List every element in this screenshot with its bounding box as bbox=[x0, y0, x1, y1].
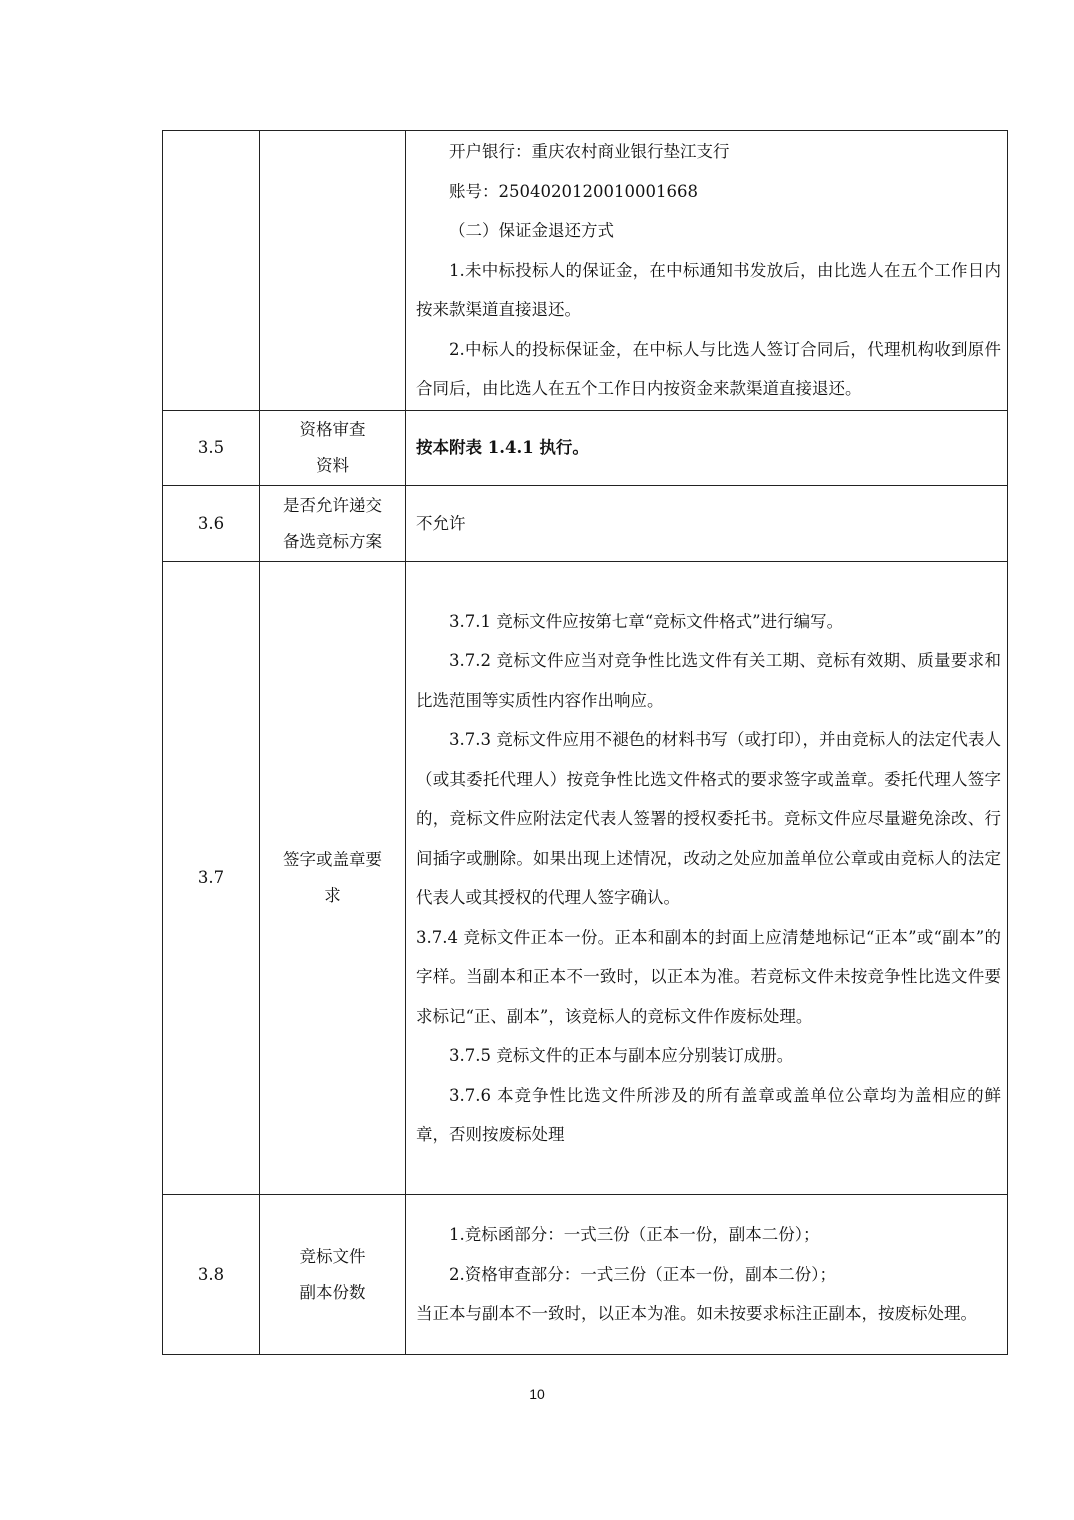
row-item bbox=[260, 131, 406, 411]
data-sheet-table bbox=[162, 130, 1008, 1355]
row-item-label: 备选竞标方案 bbox=[283, 531, 382, 551]
row-number: 3.8 bbox=[163, 1195, 260, 1355]
table-row bbox=[163, 131, 1008, 411]
content-paragraph: 开户银行：重庆农村商业银行垫江支行 bbox=[449, 142, 730, 162]
row-item-label: 资料 bbox=[316, 456, 349, 475]
content-paragraph: 不允许 bbox=[416, 513, 466, 533]
content-paragraph: 2.中标人的投标保证金，在中标人与比选人签订合同后，代理机构收到原件合同后，由比选人在五个工作日内按资金来款渠道直接退还。 bbox=[416, 339, 1001, 399]
row-item bbox=[260, 562, 406, 1195]
row-number: 3.5 bbox=[163, 411, 260, 486]
content-paragraph: 3.7.5 竞标文件的正本与副本应分别装订成册。 bbox=[449, 1046, 794, 1065]
row-item bbox=[260, 411, 406, 486]
content-paragraph: 1.竞标函部分：一式三份（正本一份，副本二份）； bbox=[449, 1225, 820, 1245]
row-content bbox=[406, 131, 1008, 411]
page-number: 10 bbox=[529, 1386, 545, 1402]
row-content bbox=[406, 411, 1008, 486]
table-row bbox=[163, 562, 1008, 1195]
row-number: 3.6 bbox=[163, 486, 260, 562]
table-row bbox=[163, 486, 1008, 562]
row-item bbox=[260, 1195, 406, 1355]
row-item-label: 签字或盖章要 bbox=[283, 850, 382, 869]
row-number bbox=[163, 131, 260, 411]
row-item-label: 求 bbox=[324, 886, 341, 905]
table-row bbox=[163, 411, 1008, 486]
content-paragraph: 3.7.4 竞标文件正本一份。正本和副本的封面上应清楚地标记“正本”或“副本”的字样。当副本和正本不一致时，以正本为准。若竞标文件未按竞争性比选文件要求标记“正、副本”，该竞标人的竞标文件作废标处理。 bbox=[416, 927, 1001, 1026]
row-item bbox=[260, 486, 406, 562]
content-paragraph: 3.7.3 竞标文件应用不褪色的材料书写（或打印），并由竞标人的法定代表人（或其委托代理人）按竞争性比选文件格式的要求签字或盖章。委托代理人签字的，竞标文件应附法定代表人签署的授权委托书。竞标文件应尽量避免涂改、行间插字或删除。如果出现上述情况，改动之处应加盖单位公章或由竞标人的法定代表人或其授权的代理人签字确认。 bbox=[416, 730, 1001, 907]
content-paragraph: 3.7.1 竞标文件应按第七章“竞标文件格式”进行编写。 bbox=[449, 611, 844, 631]
row-item-label: 竞标文件 bbox=[299, 1246, 366, 1266]
row-content bbox=[406, 562, 1008, 1195]
row-content bbox=[406, 486, 1008, 562]
row-item-label: 副本份数 bbox=[299, 1282, 366, 1302]
row-item-label: 是否允许递交 bbox=[283, 495, 382, 515]
content-paragraph: 当正本与副本不一致时，以正本为准。如未按要求标注正副本，按废标处理。 bbox=[416, 1304, 977, 1324]
row-number: 3.7 bbox=[163, 562, 260, 1195]
content-paragraph: 3.7.2 竞标文件应当对竞争性比选文件有关工期、竞标有效期、质量要求和比选范围等实质性内容作出响应。 bbox=[416, 651, 1001, 710]
content-paragraph: 3.7.6 本竞争性比选文件所涉及的所有盖章或盖单位公章均为盖相应的鲜章，否则按废标处理 bbox=[416, 1085, 1001, 1144]
row-item-label: 资格审查 bbox=[299, 420, 366, 439]
content-paragraph: 1.未中标投标人的保证金，在中标通知书发放后，由比选人在五个工作日内按来款渠道直接退还。 bbox=[416, 260, 1001, 320]
content-paragraph: 按本附表 1.4.1 执行。 bbox=[416, 438, 589, 458]
content-paragraph: 2.资格审查部分：一式三份（正本一份，副本二份）； bbox=[449, 1264, 836, 1284]
row-content bbox=[406, 1195, 1008, 1355]
content-paragraph: 账号：2504020120010001668 bbox=[449, 181, 698, 201]
content-paragraph: （二）保证金退还方式 bbox=[449, 221, 614, 241]
table-row bbox=[163, 1195, 1008, 1355]
